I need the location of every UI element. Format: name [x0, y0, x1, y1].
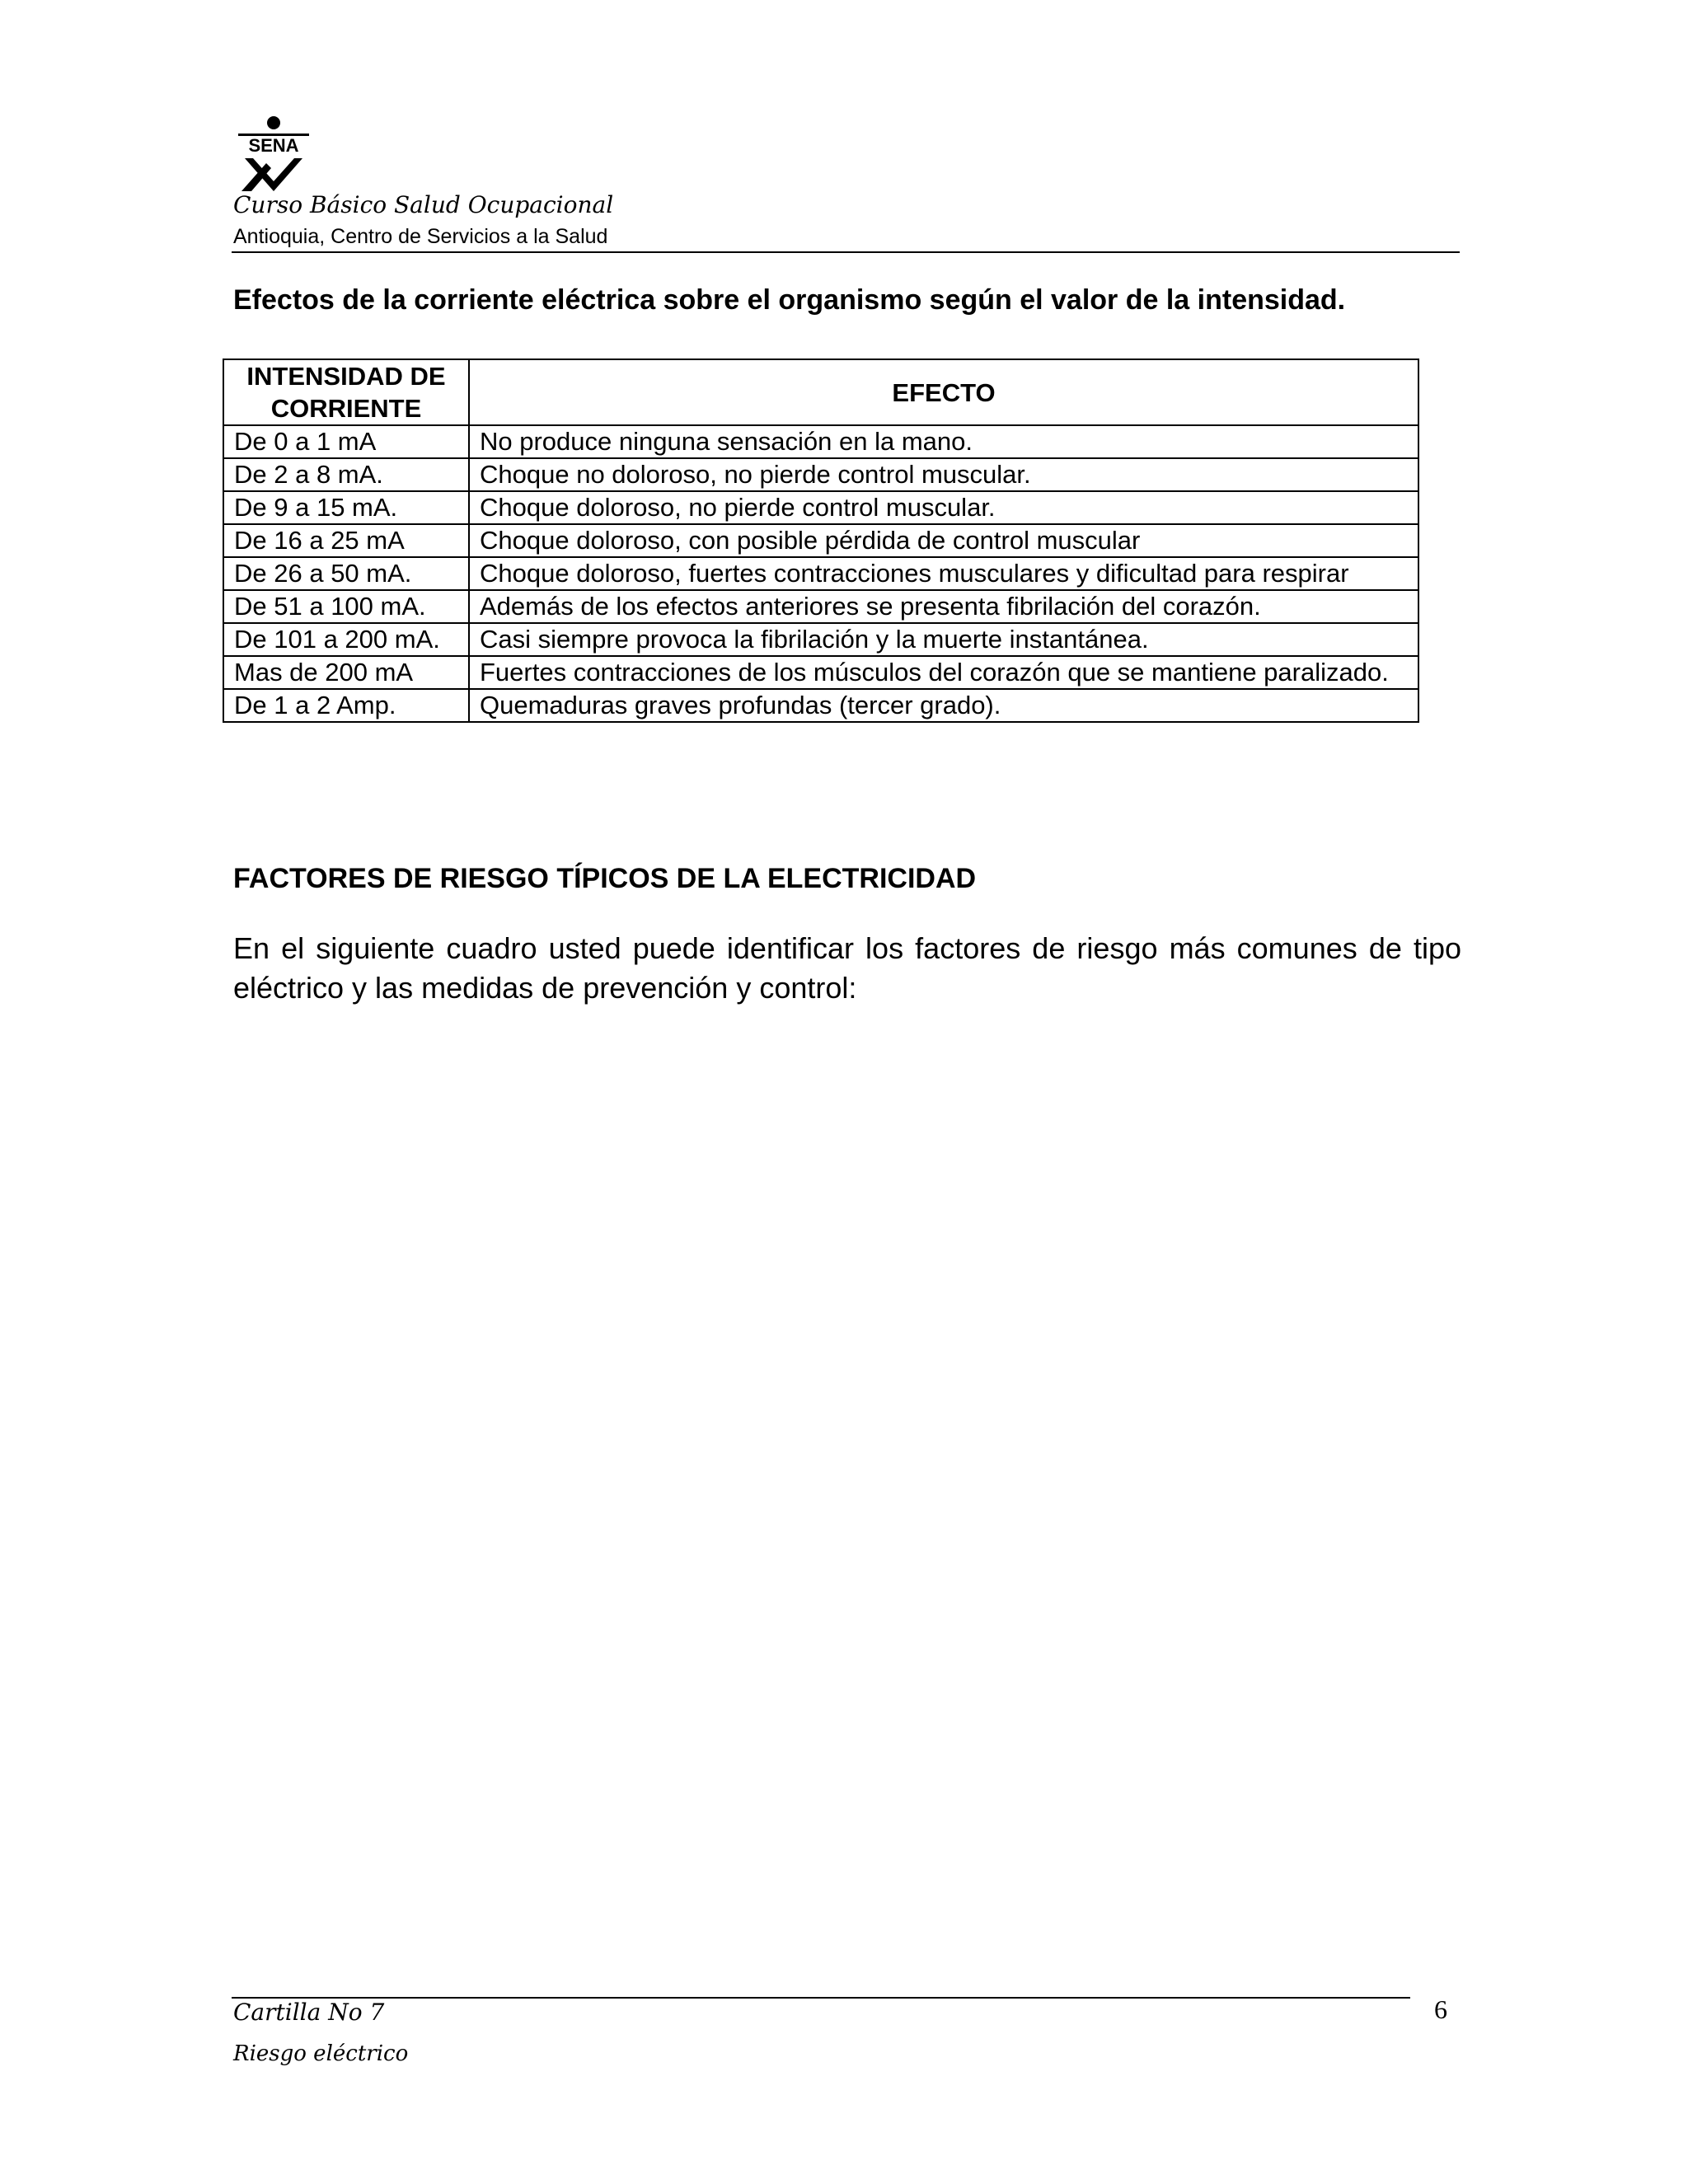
- effect-cell: Choque doloroso, fuertes contracciones musculares y dificultad para respirar: [469, 557, 1418, 590]
- intensity-cell: De 9 a 15 mA.: [223, 491, 469, 524]
- intensity-cell: De 101 a 200 mA.: [223, 623, 469, 656]
- effects-table: [223, 359, 1419, 723]
- table-row: [223, 656, 1418, 689]
- footer-booklet-label: Cartilla No 7: [233, 1999, 385, 2026]
- effect-cell: Además de los efectos anteriores se presenta fibrilación del corazón.: [469, 590, 1418, 623]
- header-subtitle: Antioquia, Centro de Servicios a la Salud: [233, 225, 608, 248]
- intensity-cell: Mas de 200 mA: [223, 656, 469, 689]
- section-title: Efectos de la corriente eléctrica sobre el organismo según el valor de la intensidad.: [233, 284, 1346, 316]
- effect-cell: Choque doloroso, con posible pérdida de control muscular: [469, 524, 1418, 557]
- intensity-cell: De 0 a 1 mA: [223, 425, 469, 458]
- page-number: 6: [1434, 1994, 1447, 2024]
- intensity-cell: De 1 a 2 Amp.: [223, 689, 469, 722]
- effect-cell: Quemaduras graves profundas (tercer grado).: [469, 689, 1418, 722]
- header-effect: EFECTO: [469, 359, 1418, 425]
- sena-logo: [233, 115, 314, 194]
- factores-paragraph: En el siguiente cuadro usted puede identificar los factores de riesgo más comunes de tipo eléctrico y las medidas de prevención y control:: [233, 931, 1461, 1005]
- header-intensity: INTENSIDAD DE CORRIENTE: [223, 359, 469, 425]
- table-row: [223, 623, 1418, 656]
- table-row: [223, 557, 1418, 590]
- logo-wordmark: SENA: [248, 135, 299, 156]
- factores-title: FACTORES DE RIESGO TÍPICOS DE LA ELECTRICIDAD: [233, 863, 977, 894]
- effect-cell: Casi siempre provoca la fibrilación y la muerte instantánea.: [469, 623, 1418, 656]
- intensity-cell: De 2 a 8 mA.: [223, 458, 469, 491]
- table-row: [223, 689, 1418, 722]
- table-row: [223, 425, 1418, 458]
- course-title: Curso Básico Salud Ocupacional: [233, 191, 614, 218]
- effect-cell: Choque doloroso, no pierde control muscular.: [469, 491, 1418, 524]
- intensity-cell: De 16 a 25 mA: [223, 524, 469, 557]
- intensity-cell: De 51 a 100 mA.: [223, 590, 469, 623]
- effect-cell: Fuertes contracciones de los músculos del corazón que se mantiene paralizado.: [469, 656, 1418, 689]
- table-row: [223, 590, 1418, 623]
- effect-cell: Choque no doloroso, no pierde control muscular.: [469, 458, 1418, 491]
- table-header-row: [223, 359, 1418, 425]
- footer-topic-label: Riesgo eléctrico: [233, 2041, 409, 2066]
- table-row: [223, 458, 1418, 491]
- header-divider: [232, 251, 1460, 253]
- table-row: [223, 524, 1418, 557]
- effect-cell: No produce ninguna sensación en la mano.: [469, 425, 1418, 458]
- footer-divider: [232, 1997, 1410, 1999]
- intensity-cell: De 26 a 50 mA.: [223, 557, 469, 590]
- sena-logo-graphic: [233, 115, 314, 194]
- table-row: [223, 491, 1418, 524]
